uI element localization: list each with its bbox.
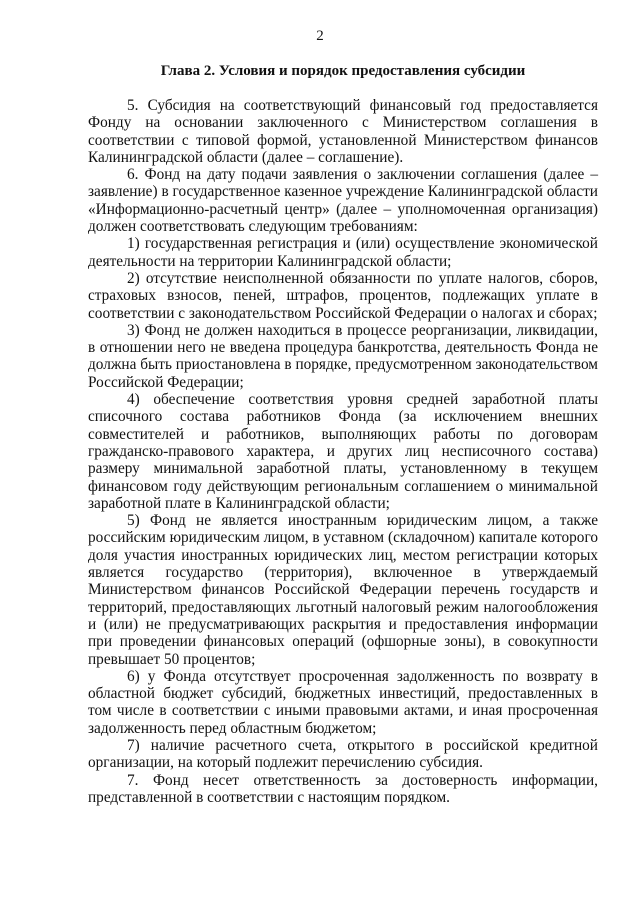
requirement-4: 4) обеспечение соответствия уровня средней заработной платы списочного состава работников Фонда (за исключением внешних совместителей и работников, выполняющих работы по договорам гражданско-правового характера, и других лиц несписочного состава) размеру минимальной заработной платы, установленному в текущем финансовом году действующим региональным соглашением о минимальной заработной плате в Калининградской области; bbox=[88, 391, 598, 512]
requirement-2: 2) отсутствие неисполненной обязанности по уплате налогов, сборов, страховых взносов, пеней, штрафов, процентов, подлежащих уплате в соответствии с законодательством Российской Федерации о налогах и сборах; bbox=[88, 269, 598, 322]
paragraph-7: 7. Фонд несет ответственность за достоверность информации, представленной в соответствии с настоящим порядком. bbox=[88, 771, 598, 806]
requirement-3: 3) Фонд не должен находиться в процессе реорганизации, ликвидации, в отношении него не введена процедура банкротства, деятельность Фонда не должна быть приостановлена в порядке, предусмотренном законодательством Российской Федерации; bbox=[88, 321, 598, 391]
requirement-5: 5) Фонд не является иностранным юридическим лицом, а также российским юридическим лицом, в уставном (складочном) капитале которого доля участия иностранных юридических лиц, местом регистрации которых является государство (территория), включенное в утверждаемый Министерством финансов Российской Федерации перечень государств и территорий, предоставляющих льготный налоговый режим налогообложения и (или) не предусматривающих раскрытия и предоставления информации при проведении финансовых операций (офшорные зоны), в совокупности превышает 50 процентов; bbox=[88, 512, 598, 668]
paragraph-6: 6. Фонд на дату подачи заявления о заключении соглашения (далее – заявление) в государственное казенное учреждение Калининградской области «Информационно-расчетный центр» (далее – уполномоченная организация) должен соответствовать следующим требованиям: bbox=[88, 166, 598, 236]
page-number: 2 bbox=[316, 28, 324, 44]
requirement-6: 6) у Фонда отсутствует просроченная задолженность по возврату в областной бюджет субсидий, бюджетных инвестиций, предоставленных в том числе в соответствии с иными правовыми актами, и иная просроченная задолженность перед областным бюджетом; bbox=[88, 667, 598, 737]
requirement-7: 7) наличие расчетного счета, открытого в российской кредитной организации, на который подлежит перечислению субсидия. bbox=[88, 736, 598, 772]
paragraph-5: 5. Субсидия на соответствующий финансовый год предоставляется Фонду на основании заключенного с Министерством соглашения в соответствии с типовой формой, установленной Министерством финансов Калининградской области (далее – соглашение). bbox=[88, 97, 598, 166]
requirement-1: 1) государственная регистрация и (или) осуществление экономической деятельности на территории Калининградской области; bbox=[88, 235, 598, 270]
document-body bbox=[88, 97, 598, 806]
chapter-title: Глава 2. Условия и порядок предоставления субсидии bbox=[160, 63, 526, 79]
